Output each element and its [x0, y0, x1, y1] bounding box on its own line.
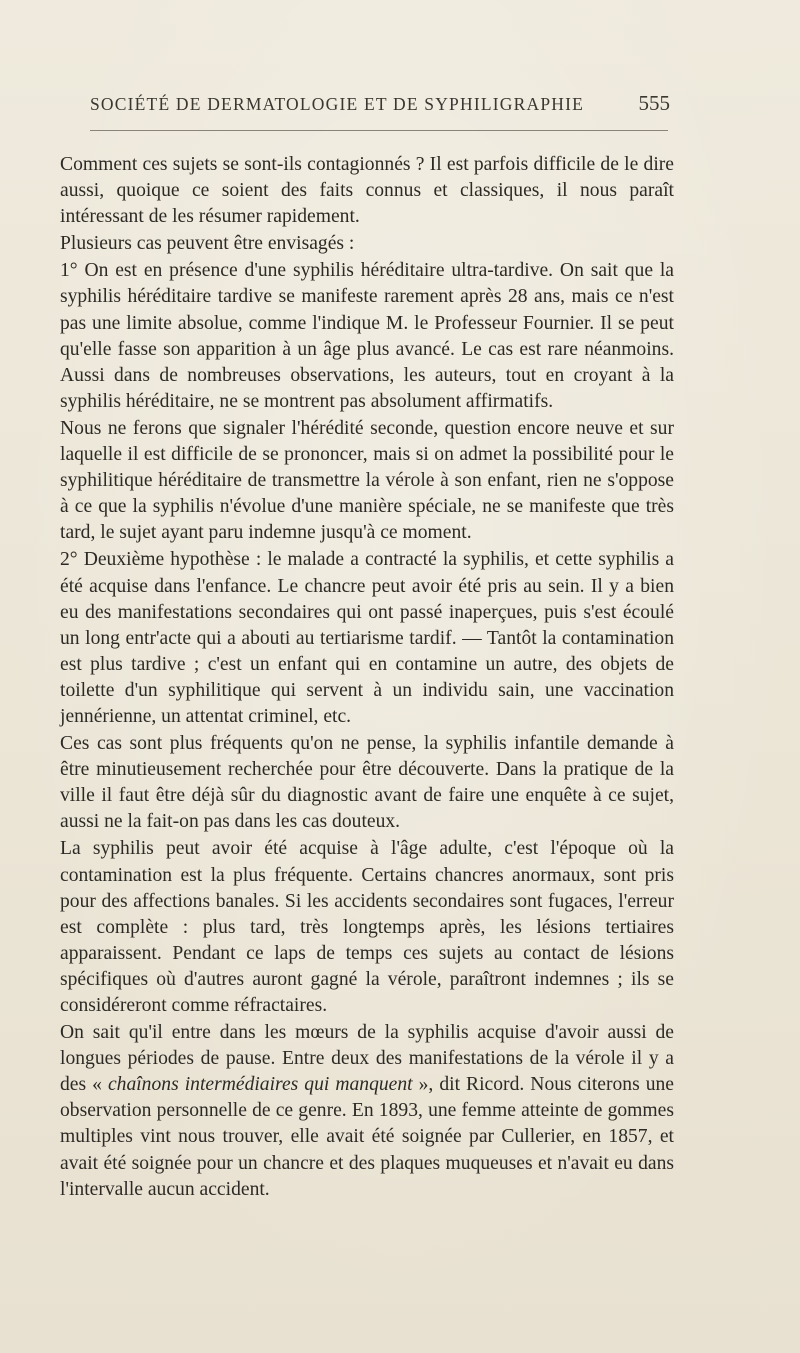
page-number: 555 [638, 91, 670, 115]
paragraph-pauses [60, 1020, 674, 1203]
paragraph-contagion: Comment ces sujets se sont-ils contagionnés ? Il est parfois difficile de le dire aussi, quoique ce soient des faits connus et classiques, il nous paraît intéressant de les résumer rapidement. [60, 154, 674, 228]
paragraph-heredity-second: Nous ne ferons que signaler l'hérédité seconde, question encore neuve et sur laquelle il est difficile de se prononcer, mais si on admet la possibilité pour le syphilitique héréditaire de transmettre la vérole à son enfant, rien ne s'oppose à ce que la syphilis n'évolue d'une manière spéciale, ne se manifeste que très tard, le sujet ayant paru indemne jusqu'à ce moment. [60, 417, 674, 544]
page-header [90, 91, 670, 124]
paragraph-hypothesis-2: 2° Deuxième hypothèse : le malade a contracté la syphilis, et cette syphilis a été acquise dans l'enfance. Le chancre peut avoir été pris au sein. Il y a bien eu des manifestations secondaires qui ont passé inaperçues, puis s'est écoulé un long entr'acte qui a abouti au tertiarisme tardif. — Tantôt la contamination est plus tardive ; c'est un enfant qui en contamine un autre, des objets de toilette d'un syphilitique qui servent à un individu sain, une vaccination jennérienne, un attentat criminel, etc. [60, 549, 674, 727]
paragraph-cases-intro: Plusieurs cas peuvent être envisagés : [60, 233, 355, 255]
paragraph-hypothesis-1: 1° On est en présence d'une syphilis héréditaire ultra-tardive. On sait que la syphilis héréditaire tardive se manifeste rarement après 28 ans, mais ce n'est pas une limite absolue, comme l'indique M. le Professeur Fournier. Il se peut qu'elle fasse son apparition à un âge plus avancé. Le cas est rare néanmoins. Aussi dans de nombreuses observations, les auteurs, tout en croyant à la syphilis héréditaire, ne se montrent pas absolument affirmatifs. [60, 260, 674, 412]
ricord-quote: chaînons intermédiaires qui manquent [107, 1074, 413, 1096]
header-rule [90, 130, 668, 131]
running-title: SOCIÉTÉ DE DERMATOLOGIE ET DE SYPHILIGRAPHIE [90, 94, 585, 114]
paragraph-pauses-part-1: On sait qu'il entre dans les mœurs de la syphilis acquise d'avoir aussi de longues périodes de pause. Entre deux des manifestations de la vérole il y a des « [60, 1022, 674, 1096]
paragraph-pauses-part-2: », dit Ricord. Nous citerons une observation personnelle de ce genre. En 1893, une femme atteinte de gommes multiples vint nous trouver, elle avait été soignée par Cullerier, en 1857, et avait été soignée pour un chancre et des plaques muqueuses et n'avait eu dans l'intervalle aucun accident. [60, 1074, 675, 1200]
paragraph-infantile: Ces cas sont plus fréquents qu'on ne pense, la syphilis infantile demande à être minutieusement recherchée pour être découverte. Dans la pratique de la ville il faut être déjà sûr du diagnostic avant de faire une enquête à ce sujet, aussi ne la fait-on pas dans les cas douteux. [60, 733, 674, 833]
body-text [60, 152, 674, 1203]
paragraph-adult: La syphilis peut avoir été acquise à l'âge adulte, c'est l'époque où la contamination est la plus fréquente. Certains chancres anormaux, sont pris pour des affections banales. Si les accidents secondaires sont fugaces, l'erreur est complète : plus tard, très longtemps après, les lésions tertiaires apparaissent. Pendant ce laps de temps ces sujets au contact de lésions spécifiques où d'autres auront gagné la vérole, paraîtront indemnes ; ils se considéreront comme réfractaires. [60, 838, 674, 1016]
